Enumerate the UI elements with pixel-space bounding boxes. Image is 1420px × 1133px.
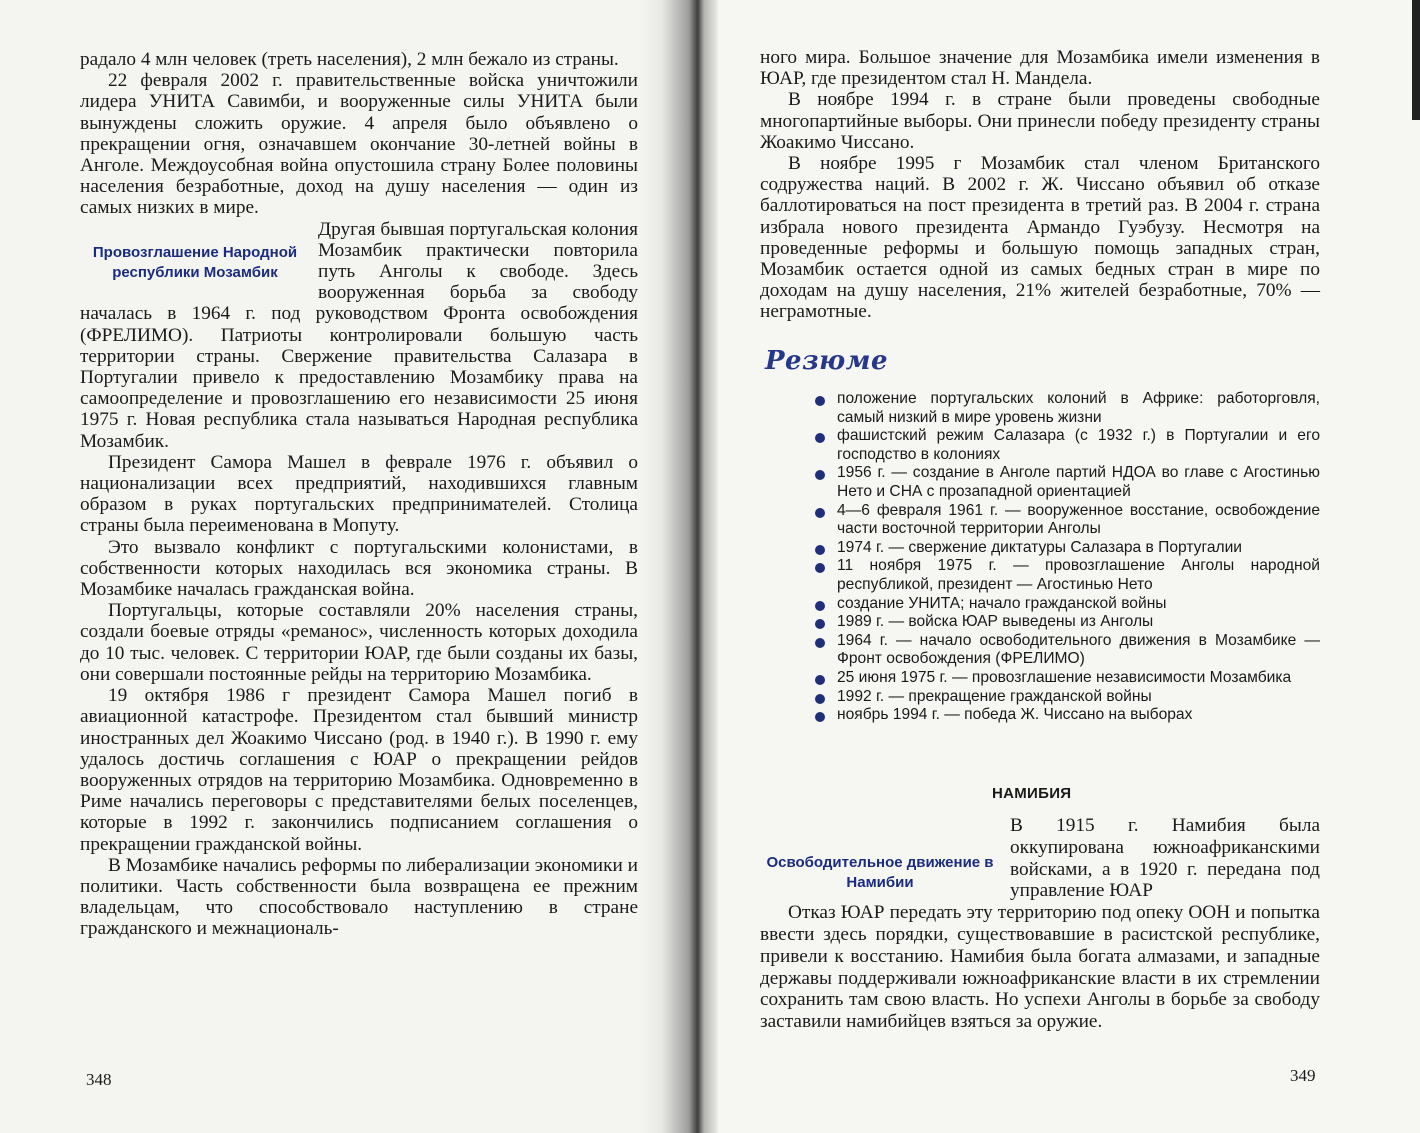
- bullet-icon: [815, 545, 825, 555]
- page-number-right: 349: [1290, 1066, 1316, 1085]
- resume-heading: Резюме: [765, 346, 888, 376]
- summary-item-text: 1989 г. — войска ЮАР выведены из Анголы: [837, 613, 1154, 631]
- bullet-icon: [815, 601, 825, 611]
- paragraph: ного мира. Большое значение для Мозамбика имели изменения в ЮАР, где президентом стал Н. Мандела.: [760, 47, 1320, 90]
- right-text-column: [760, 47, 1320, 323]
- paragraph: Это вызвало конфликт с португальскими колонистами, в собственности которых находилась вся экономика страны. В Мозамбике началась гражданская война.: [80, 536, 638, 601]
- summary-item: [815, 632, 1320, 669]
- bullet-icon: [815, 433, 825, 443]
- paragraph: В Мозамбике начались реформы по либерализации экономики и политики. Часть собственности была возвращена ее прежним владельцам, что способствовало наступлению в стране гражданского и межнациональ-: [80, 854, 638, 940]
- paragraph: Президент Самора Машел в феврале 1976 г. объявил о национализации всех предприятий, находившихся главным образом в руках португальских предпринимателей. Столица страны была переименована в Мопуту.: [80, 451, 638, 537]
- summary-item-text: 1956 г. — создание в Анголе партий НДОА во главе с Агостинью Нето и СНА с прозападной ориентацией: [837, 464, 1320, 500]
- paragraph: В ноябре 1995 г Мозамбик стал членом Британского содружества наций. В 2002 г. Ж. Чиссано объявил об отказе баллотироваться на пост президента в третий раз. В 2004 г. страна избрала нового президента Армандо Гуэбузу. Несмотря на проведенные реформы и большую помощь западных стран, Мозамбик остается одной из самых бедных стран в мире по доходам на душу населения, 21% жителей безработные, 70% — неграмотные.: [760, 153, 1320, 323]
- bullet-icon: [815, 694, 825, 704]
- summary-item: [815, 706, 1320, 725]
- summary-item: [815, 390, 1320, 427]
- summary-item: [815, 669, 1320, 688]
- summary-item: [815, 502, 1320, 539]
- summary-item: [815, 539, 1320, 558]
- summary-item-text: создание УНИТА; начало гражданской войны: [837, 594, 1167, 612]
- summary-item-text: 1974 г. — свержение диктатуры Салазара в Португалии: [837, 538, 1243, 556]
- summary-item-text: 25 июня 1975 г. — провозглашение независимости Мозамбика: [837, 668, 1292, 686]
- summary-item: [815, 613, 1320, 632]
- bullet-icon: [815, 619, 825, 629]
- paragraph: 22 февраля 2002 г. правительственные войска уничтожили лидера УНИТА Савимби, и вооруженные силы УНИТА были вынуждены сложить оружие. 4 апреля было объявлено о прекращении огня, означавшем окончание 30-летней войны в Анголе. Междоусобная война опустошила страну Более половины населения безработные, доход на душу населения — один из самых низких в мире.: [80, 70, 638, 219]
- summary-item-text: 1992 г. — прекращение гражданской войны: [837, 687, 1152, 705]
- section-heading-namibia: НАМИБИЯ: [992, 785, 1072, 802]
- bullet-icon: [815, 396, 825, 406]
- namibia-text-block: [760, 815, 1320, 1033]
- summary-item-text: положение португальских колоний в Африке: работорговля, самый низкий в мире уровень жизни: [837, 390, 1320, 426]
- bullet-icon: [815, 563, 825, 573]
- summary-item-text: ноябрь 1994 г. — победа Ж. Чиссано на выборах: [837, 706, 1193, 724]
- bullet-icon: [815, 675, 825, 685]
- sidenote-namibia: Освободительное движение в Намибии: [766, 854, 994, 891]
- bullet-icon: [815, 508, 825, 518]
- paragraph: Отказ ЮАР передать эту территорию под опеку ООН и попытка ввести здесь порядки, существовавшие в расистской республике, привели к восстанию. Намибия была богата алмазами, и западные державы поддерживали южноафриканские власти в их стремлении сохранить там свою власть. Но успехи Анголы в борьбе за свободу заставили намибийцев взяться за оружие.: [760, 902, 1320, 1033]
- scan-edge-mark: [1412, 0, 1420, 120]
- bullet-icon: [815, 712, 825, 722]
- summary-item-text: 1964 г. — начало освободительного движения в Мозамбике — Фронт освобождения (ФРЕЛИМО): [837, 631, 1320, 668]
- summary-list: [815, 390, 1320, 725]
- paragraph-mozambique: Другая бывшая португальская колония Мозамбик практически повторила путь Анголы к свободе. Здесь вооруженная борьба за свободу началась в 1964 г. под руководством Фронта освобождения (ФРЕЛИМО). Патриоты контролировали большую часть территории страны. Свержение правительства Салазара в Португалии привело к предоставлению Мозамбику права на самоопределение и провозглашению его независимости 25 июня 1975 г. Новая республика стала называться Народная республика Мозамбик.: [80, 218, 638, 452]
- page-number-left: 348: [86, 1070, 112, 1089]
- summary-item: [815, 595, 1320, 614]
- paragraph: радало 4 млн человек (треть населения), 2 млн бежало из страны.: [80, 49, 619, 70]
- summary-item: [815, 688, 1320, 707]
- summary-item-text: 4—6 февраля 1961 г. — вооруженное восстание, освобождение части восточной территории Анголы: [837, 501, 1320, 538]
- summary-item-text: 11 ноября 1975 г. — провозглашение Анголы народной республикой, президент — Агостинью Нето: [837, 557, 1320, 593]
- bullet-icon: [815, 638, 825, 648]
- paragraph: Португальцы, которые составляли 20% населения страны, создали боевые отряды «реманос», численность которых доходила до 10 тыс. человек. С территории ЮАР, где были созданы их базы, они совершали постоянные рейды на территорию Мозамбика.: [80, 600, 638, 685]
- book-gutter: [640, 0, 718, 1133]
- left-text-column: [80, 49, 638, 940]
- bullet-icon: [815, 470, 825, 480]
- sidenote-mozambique: Провозглашение Народной республики Мозамбик: [92, 243, 298, 281]
- paragraph: 19 октября 1986 г президент Самора Машел погиб в авиационной катастрофе. Президентом стал бывший министр иностранных дел Жоакимо Чиссано (род. в 1940 г.). В 1990 г. ему удалось достичь соглашения с ЮАР о прекращении рейдов вооруженных отрядов на территорию Мозамбика. Одновременно в Риме начались переговоры с представителями белых поселенцев, которые в 1992 г. закончились подписанием соглашения о прекращении гражданской войны.: [80, 685, 638, 855]
- paragraph: В ноябре 1994 г. в стране были проведены свободные многопартийные выборы. Они принесли победу президенту страны Жоакимо Чиссано.: [760, 89, 1320, 153]
- summary-item: [815, 427, 1320, 464]
- summary-item: [815, 557, 1320, 594]
- paragraph-namibia-intro: В 1915 г. Намибия была оккупирована южноафриканскими войсками, а в 1920 г. передана под управление ЮАР: [1010, 815, 1320, 902]
- summary-item: [815, 464, 1320, 501]
- summary-item-text: фашистский режим Салазара (с 1932 г.) в Португалии и его господство в колониях: [837, 427, 1320, 463]
